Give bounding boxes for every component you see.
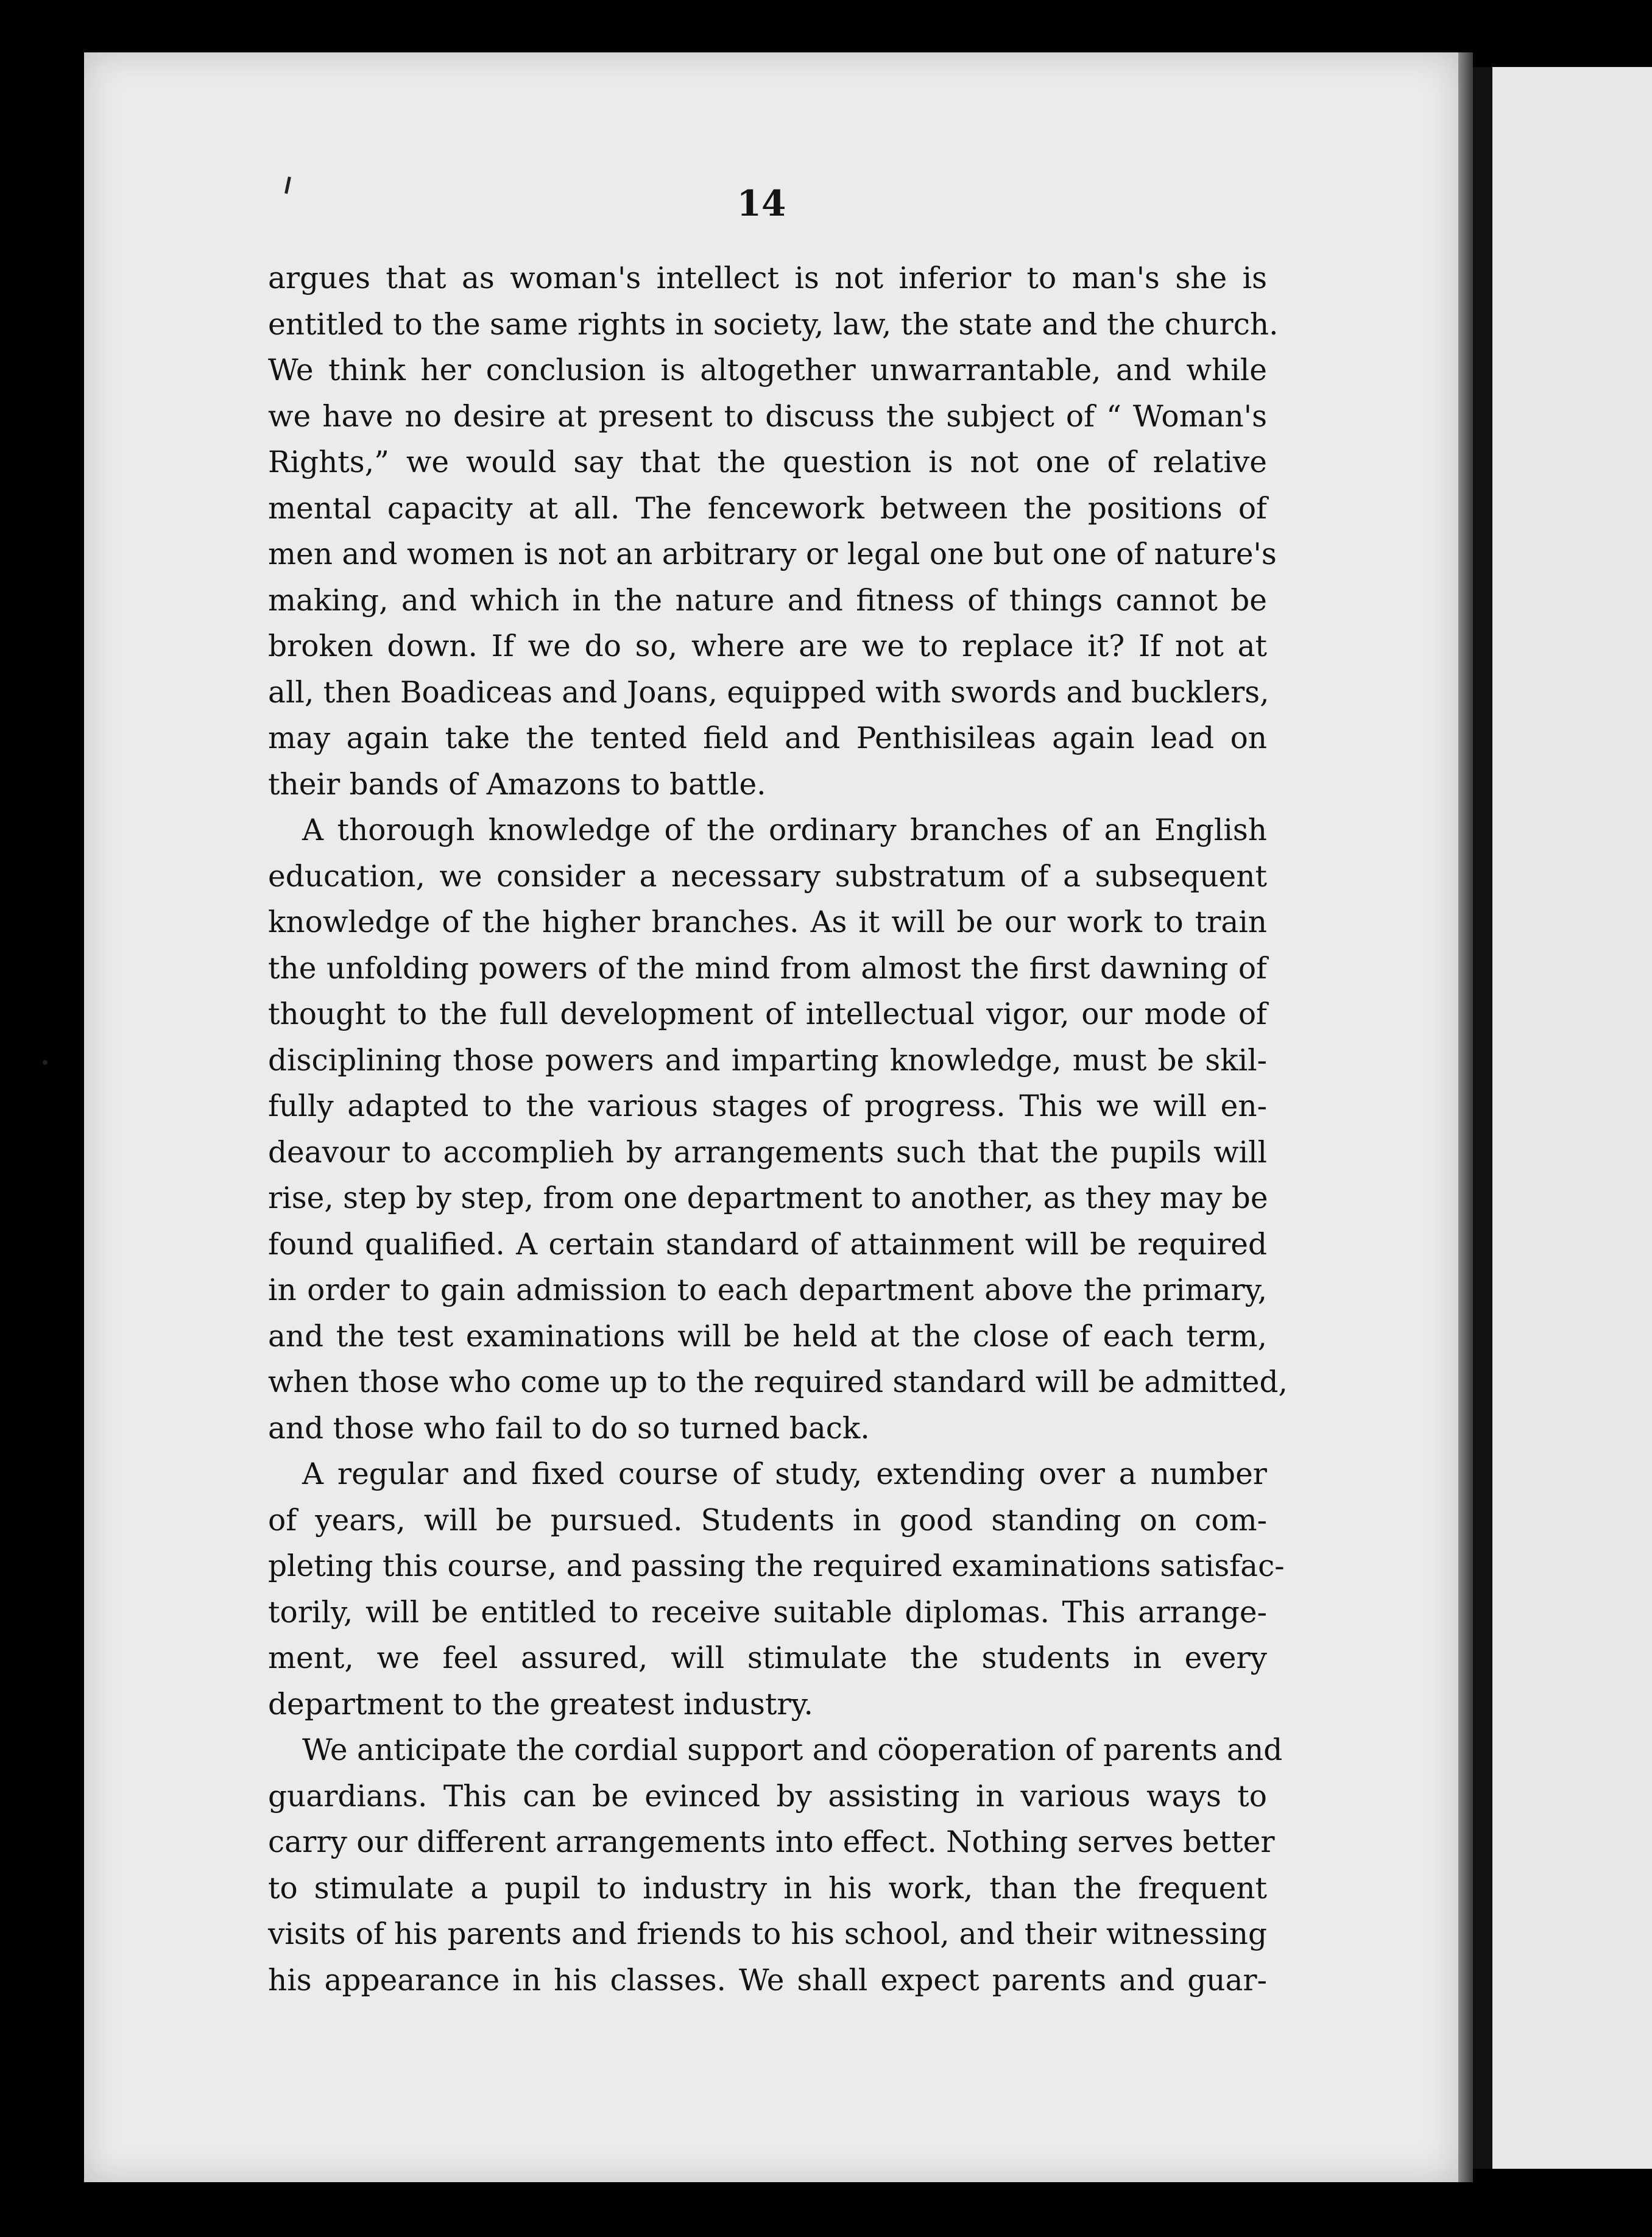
text-line: fully adapted to the various stages of progress. This we will en- xyxy=(268,1089,1267,1123)
text-line: when those who come up to the required standard will be admitted, xyxy=(268,1365,1288,1399)
text-line: may again take the tented field and Penthisileas again lead on xyxy=(268,721,1267,755)
gutter-shadow xyxy=(1473,67,1492,2169)
text-line: making, and which in the nature and fitness of things cannot be xyxy=(268,583,1267,618)
text-line: men and women is not an arbitrary or legal one but one of nature's xyxy=(268,537,1277,571)
facing-page-fragment xyxy=(1492,67,1652,2169)
text-line: and those who fail to do so turned back. xyxy=(268,1411,870,1446)
text-line: entitled to the same rights in society, law, the state and the church. xyxy=(268,307,1279,342)
text-line: A regular and fixed course of study, extending over a number xyxy=(302,1457,1267,1491)
paragraph xyxy=(268,1728,1283,2004)
text-line: the unfolding powers of the mind from almost the first dawning of xyxy=(268,951,1267,986)
text-line: in order to gain admission to each department above the primary, xyxy=(268,1273,1267,1307)
page-number: 14 xyxy=(736,183,786,224)
text-line: visits of his parents and friends to his school, and their witnessing xyxy=(268,1917,1267,1951)
text-line: mental capacity at all. The fencework between the positions of xyxy=(268,491,1267,526)
text-line: their bands of Amazons to battle. xyxy=(268,767,766,802)
text-line: Rights,” we would say that the question is not one of relative xyxy=(268,445,1267,479)
text-line: broken down. If we do so, where are we to replace it? If not at xyxy=(268,629,1267,663)
page-edge-shadow xyxy=(1458,52,1473,2182)
text-line: all, then Boadiceas and Joans, equipped with swords and bucklers, xyxy=(268,675,1269,710)
text-line: guardians. This can be evinced by assisting in various ways to xyxy=(268,1779,1267,1814)
text-line: pleting this course, and passing the required examinations satisfac- xyxy=(268,1549,1285,1583)
text-line: of years, will be pursued. Students in good standing on com- xyxy=(268,1503,1267,1538)
text-line: ment, we feel assured, will stimulate the students in every xyxy=(268,1641,1267,1675)
stray-mark xyxy=(43,1060,48,1065)
text-line: We anticipate the cordial support and cöoperation of parents and xyxy=(302,1733,1283,1767)
text-line: department to the greatest industry. xyxy=(268,1687,813,1722)
text-line: knowledge of the higher branches. As it will be our work to train xyxy=(268,905,1267,939)
text-line: argues that as woman's intellect is not inferior to man's she is xyxy=(268,261,1267,295)
text-line: carry our different arrangements into effect. Nothing serves better xyxy=(268,1825,1275,1859)
text-line: deavour to accomplieh by arrangements such that the pupils will xyxy=(268,1135,1267,1170)
body-text xyxy=(268,256,1288,2004)
text-line: We think her conclusion is altogether unwarrantable, and while xyxy=(268,353,1267,387)
text-line: to stimulate a pupil to industry in his work, than the frequent xyxy=(268,1871,1267,1906)
text-line: disciplining those powers and imparting knowledge, must be skil- xyxy=(268,1043,1267,1078)
paragraph xyxy=(268,256,1279,808)
text-line: thought to the full development of intellectual vigor, our mode of xyxy=(268,997,1267,1031)
text-line: education, we consider a necessary substratum of a subsequent xyxy=(268,859,1267,894)
text-line: we have no desire at present to discuss the subject of “ Woman's xyxy=(268,399,1267,434)
text-line: A thorough knowledge of the ordinary branches of an English xyxy=(302,813,1267,847)
text-line: his appearance in his classes. We shall expect parents and guar- xyxy=(268,1963,1267,1998)
text-line: and the test examinations will be held at the close of each term, xyxy=(268,1319,1267,1354)
paragraph xyxy=(268,808,1288,1452)
text-line: found qualified. A certain standard of attainment will be required xyxy=(268,1227,1267,1262)
paragraph xyxy=(268,1452,1285,1728)
text-line: torily, will be entitled to receive suitable diplomas. This arrange- xyxy=(268,1595,1267,1630)
text-line: rise, step by step, from one department to another, as they may be xyxy=(268,1181,1268,1215)
